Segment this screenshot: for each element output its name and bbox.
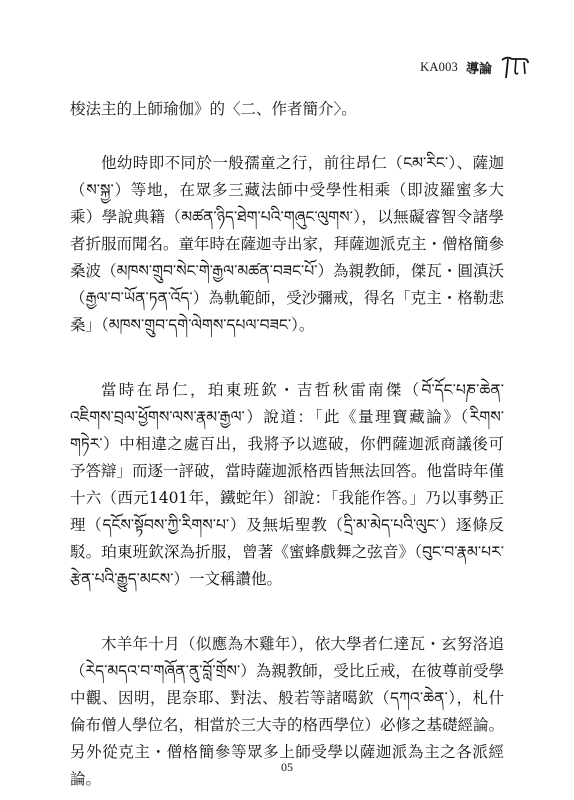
paragraph-ordination: 木羊年十月（似應為木雞年），依大學者仁達瓦・玄努洛追（རེད་མདའ་བ་གཞོན་ནུ་བློ་གྲོས་）為親教師，受比丘戒，在彼尊前受學中觀、因明，毘奈耶、對法、般若等諸噶欽（དཀའ་ཆེན་），札什倫布僧人學位名，相當於三大寺的格西學位）必修之基礎經論。另外從克主・僧格簡參等眾多上師受學以薩迦派為主之各派經論。 — [70, 635, 505, 788]
page-number: 05 — [281, 760, 293, 774]
running-header — [420, 54, 530, 80]
tibetan-ka-corner-ornament-icon — [500, 54, 530, 80]
document-code: KA003 — [420, 59, 458, 74]
paragraph-debate: 當時在昂仁，珀東班欽・吉哲秋雷南傑（བོ་དོང་པཎ་ཆེན་འཇིགས་བྲལ་ཕྱོགས་ལས་རྣམ་རྒྱལ་）說道：「此《量理寶藏論》（རིགས་གཏེར་）中相違之處百出，我將予以遮破，你們薩迦派商議後可予答辯」而逐一評破，當時薩迦派格西皆無法回答。他當時年僅十六（西元1401年，鐵蛇年）卻說：「我能作答。」乃以事勢正理（དངོས་སྟོབས་ཀྱི་རིགས་པ་）及無垢聖教（དྲི་མ་མེད་པའི་ལུང་）逐條反駁。珀東班欽深為折服，曾著《蜜蜂戲舞之弦音》（བུང་བ་རྣམ་པར་རྩེན་པའི་རྒྱུད་མངས་）一文稱讚他。 — [70, 381, 505, 588]
body-text — [70, 96, 504, 793]
paragraph-early-life: 他幼時即不同於一般孺童之行，前往昂仁（ངམ་རིང་）、薩迦（ས་སྐྱ་）等地，在眾多三藏法師中受學性相乘（即波羅蜜多大乘）學說典籍（མཚན་ཉིད་ཐེག་པའི་གཞུང་ལུགས་），以無礙睿智令諸學者折服而聞名。童年時在薩迦寺出家，拜薩迦派克主・僧格簡參桑波（མཁས་གྲུབ་སེང་གེ་རྒྱལ་མཚན་བཟང་པོ་）為親教師，傑瓦・圓滇沃（རྒྱལ་བ་ཡོན་ཏན་འོད་）為軌範師，受沙彌戒，得名「克主・格勒悲桑」（མཁས་གྲུབ་དགེ་ལེགས་དཔལ་བཟང་）。 — [70, 154, 505, 334]
section-label: 導論 — [465, 61, 492, 77]
paragraph-continuation: 梭法主的上師瑜伽》的〈二、作者簡介〉。 — [70, 100, 357, 118]
